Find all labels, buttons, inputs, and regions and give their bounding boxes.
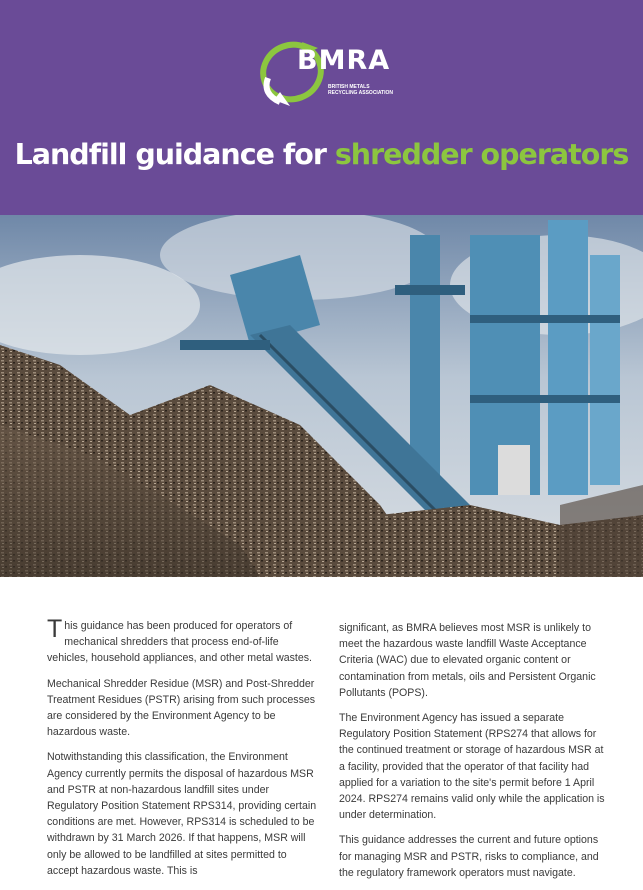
paragraph-rps314: Notwithstanding this classification, the Environment Agency currently permits the disposal of hazardous MSR and PSTR at non-hazardous landfill sites under Regulatory Position Statement RPS314, providing certain conditions are met. However, RPS314 is scheduled to be withdrawn by 31 March 2026. If that happens, MSR will only be allowed to be landfilled at sites permitted to accept hazardous waste. This is: [47, 751, 317, 877]
title-main: Landfill guidance for: [14, 138, 335, 171]
title-accent: shredder operators: [334, 138, 629, 171]
logo-wordmark: BMRA: [297, 45, 391, 76]
paragraph-wac: significant, as BMRA believes most MSR is unlikely to meet the hazardous waste landfill Waste Acceptance Criteria (WAC) due to elevated organic content or contamination from metals, oils and Persistent Organic Pollutants (POPS).: [339, 622, 596, 699]
drop-cap: T: [47, 615, 63, 643]
header-banner: [0, 0, 643, 215]
photo-illustration: [0, 215, 643, 577]
intro-text: his guidance has been produced for operators of mechanical shredders that process end-of-life vehicles, household appliances, and other metal wastes.: [47, 620, 313, 665]
logo-subtitle: BRITISH METALS RECYCLING ASSOCIATION: [328, 84, 394, 96]
body-column-left: [47, 615, 319, 888]
intro-paragraph: [47, 615, 319, 667]
paragraph-msr-pstr: Mechanical Shredder Residue (MSR) and Post-Shredder Treatment Residues (PSTR) arising from such processes are considered by the Environment Agency to be hazardous waste.: [47, 677, 316, 739]
body-column-right: [339, 620, 611, 890]
paragraph-rps274: The Environment Agency has issued a separate Regulatory Position Statement (RPS274 that allows for the continued treatment or storage of hazardous MSR at a facility, provided that the operator of that facility had applied for a variation to the site's permit before 1 April 2024. RPS274 remains valid only while the application is under determination.: [339, 712, 605, 822]
page-title: [0, 138, 643, 171]
paragraph-scope: This guidance addresses the current and future options for managing MSR and PSTR, risks to compliance, and the regulatory framework operators must navigate.: [339, 834, 599, 879]
scrap-metal-shredder-photo: [0, 215, 643, 577]
